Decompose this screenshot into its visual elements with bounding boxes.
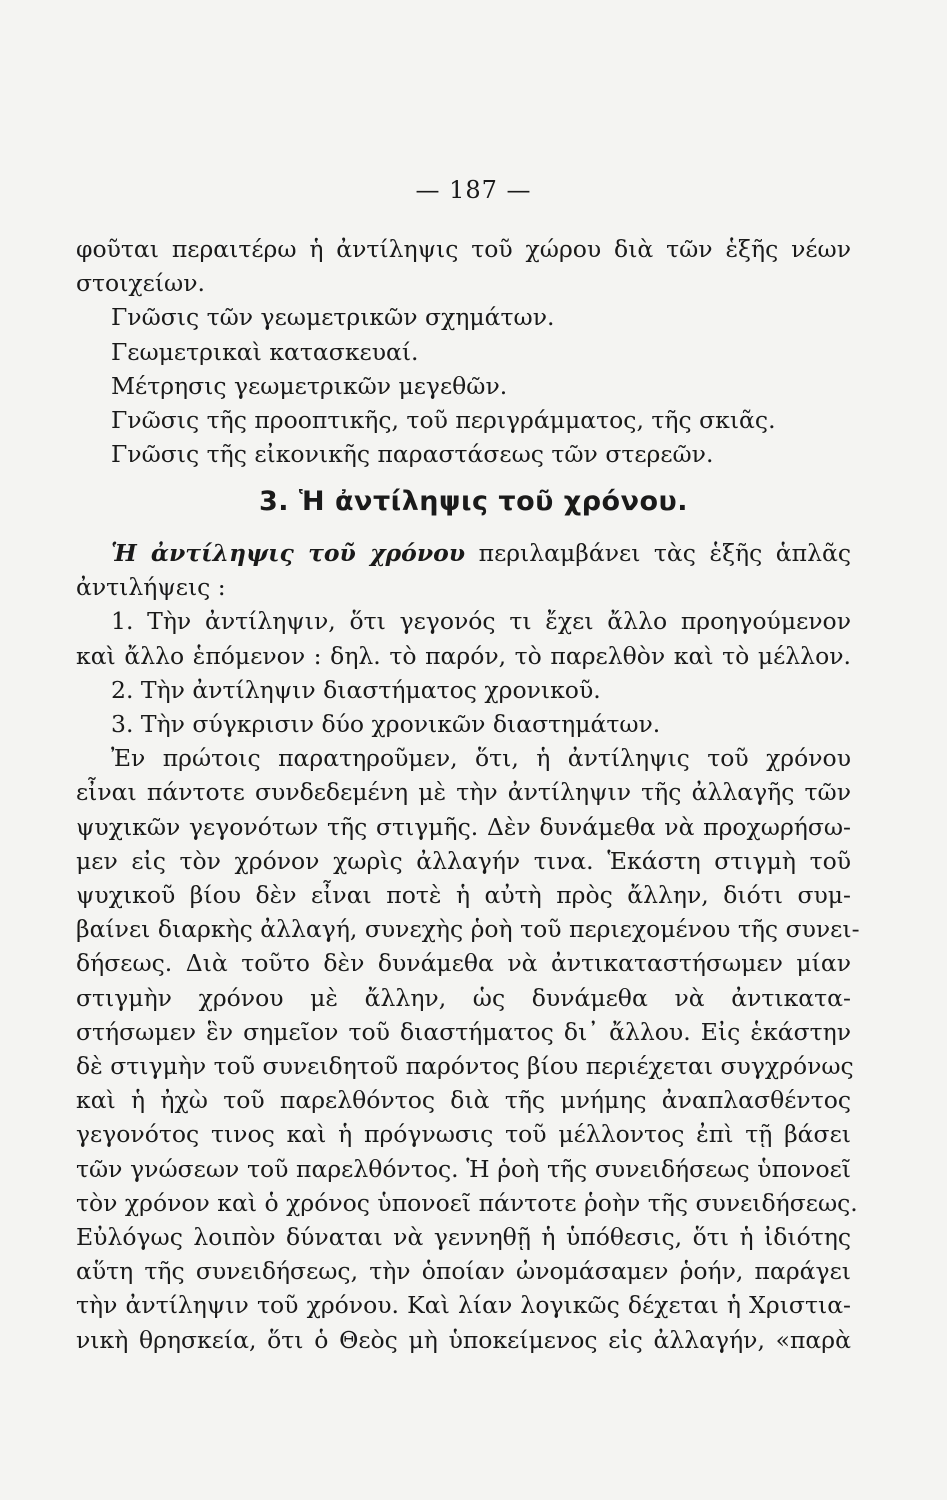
paragraph-line: γεγονότος τινος καὶ ἡ πρόγνωσις τοῦ μέλλοντος ἐπὶ τῇ βάσει (76, 1120, 851, 1149)
section-heading: 3. Ἡ ἀντίληψις τοῦ χρόνου. (258, 486, 689, 517)
intro-bold-phrase: Ἡ ἀντίληψις τοῦ χρόνου (111, 539, 466, 567)
paragraph-line: καὶ ἡ ἠχὼ τοῦ παρελθόντος διὰ τῆς μνήμης ἀναπλασθέντος (76, 1086, 851, 1115)
paragraph-line: Ἐν πρώτοις παρατηροῦμεν, ὅτι, ἡ ἀντίληψις τοῦ χρόνου (111, 744, 851, 773)
paragraph-line: ψυχικοῦ βίου δὲν εἶναι ποτὲ ἡ αὐτὴ πρὸς ἄλλην, διότι συμ- (76, 881, 851, 910)
paragraph-line: τὴν ἀντίληψιν τοῦ χρόνου. Καὶ λίαν λογικῶς δέχεται ἡ Χριστια- (76, 1291, 851, 1320)
top-text-block (76, 232, 851, 471)
page-number: — 187 — (415, 176, 532, 204)
paragraph-line: στιγμὴν χρόνου μὲ ἄλλην, ὡς δυνάμεθα νὰ ἀντικατα- (76, 983, 851, 1012)
paragraph-line: Εὐλόγως λοιπὸν δύναται νὰ γεννηθῇ ἡ ὑπόθεσις, ὅτι ἡ ἰδιότης (76, 1223, 851, 1252)
paragraph-line: ψυχικῶν γεγονότων τῆς στιγμῆς. Δὲν δυνάμεθα νὰ προχωρήσω- (76, 812, 851, 841)
paragraph-line: νικὴ θρησκεία, ὅτι ὁ Θεὸς μὴ ὑποκείμενος εἰς ἀλλαγήν, «παρὰ (76, 1325, 851, 1354)
intro-line-rest: περιλαμβάνει τὰς ἑξῆς ἁπλᾶς (465, 539, 851, 567)
paragraph-line: αὕτη τῆς συνειδήσεως, τὴν ὁποίαν ὠνομάσαμεν ῥοήν, παράγει (76, 1257, 851, 1286)
list-item: Γεωμετρικαὶ κατασκευαί. (111, 337, 419, 366)
text-line: στοιχείων. (76, 269, 205, 298)
paragraph-line: τῶν γνώσεων τοῦ παρελθόντος. Ἡ ῥοὴ τῆς συνειδήσεως ὑπονοεῖ (76, 1154, 851, 1183)
list-item: Γνῶσις τῶν γεωμετρικῶν σχημάτων. (111, 303, 555, 332)
paragraph-line: τὸν χρόνον καὶ ὁ χρόνος ὑπονοεῖ πάντοτε ῥοὴν τῆς συνειδήσεως. (76, 1188, 858, 1217)
numbered-item-1-line-1: 1. Τὴν ἀντίληψιν, ὅτι γεγονός τι ἔχει ἄλλο προηγούμενον (111, 607, 851, 636)
intro-line (76, 536, 851, 570)
numbered-item-1-line-2: καὶ ἄλλο ἑπόμενον : δηλ. τὸ παρόν, τὸ παρελθὸν καὶ τὸ μέλλον. (76, 641, 851, 670)
paragraph-line: στήσωμεν ἓν σημεῖον τοῦ διαστήματος δι᾽ ἄλλου. Εἰς ἑκάστην (76, 1017, 851, 1046)
intro-line-2: ἀντιλήψεις : (76, 573, 226, 602)
paragraph-line: μεν εἰς τὸν χρόνον χωρὶς ἀλλαγήν τινα. Ἑκάστη στιγμὴ τοῦ (76, 846, 851, 875)
paragraph-line: δήσεως. Διὰ τοῦτο δὲν δυνάμεθα νὰ ἀντικαταστήσωμεν μίαν (76, 949, 851, 978)
main-text-block (76, 536, 860, 1357)
paragraph-line: δὲ στιγμὴν τοῦ συνειδητοῦ παρόντος βίου περιέχεται συγχρόνως (76, 1052, 854, 1081)
numbered-item-3: 3. Τὴν σύγκρισιν δύο χρονικῶν διαστημάτων. (111, 710, 661, 739)
text-line: φοῦται περαιτέρω ἡ ἀντίληψις τοῦ χώρου διὰ τῶν ἑξῆς νέων (76, 235, 851, 263)
list-item: Γνῶσις τῆς προοπτικῆς, τοῦ περιγράμματος, τῆς σκιᾶς. (111, 406, 776, 435)
numbered-item-2: 2. Τὴν ἀντίληψιν διαστήματος χρονικοῦ. (111, 675, 601, 704)
paragraph-line: εἶναι πάντοτε συνδεδεμένη μὲ τὴν ἀντίληψιν τῆς ἀλλαγῆς τῶν (76, 778, 851, 807)
list-item: Μέτρησις γεωμετρικῶν μεγεθῶν. (111, 371, 508, 400)
list-item: Γνῶσις τῆς εἰκονικῆς παραστάσεως τῶν στερεῶν. (111, 440, 714, 469)
paragraph-line: βαίνει διαρκὴς ἀλλαγή, συνεχὴς ῥοὴ τοῦ περιεχομένου τῆς συνει- (76, 915, 860, 944)
